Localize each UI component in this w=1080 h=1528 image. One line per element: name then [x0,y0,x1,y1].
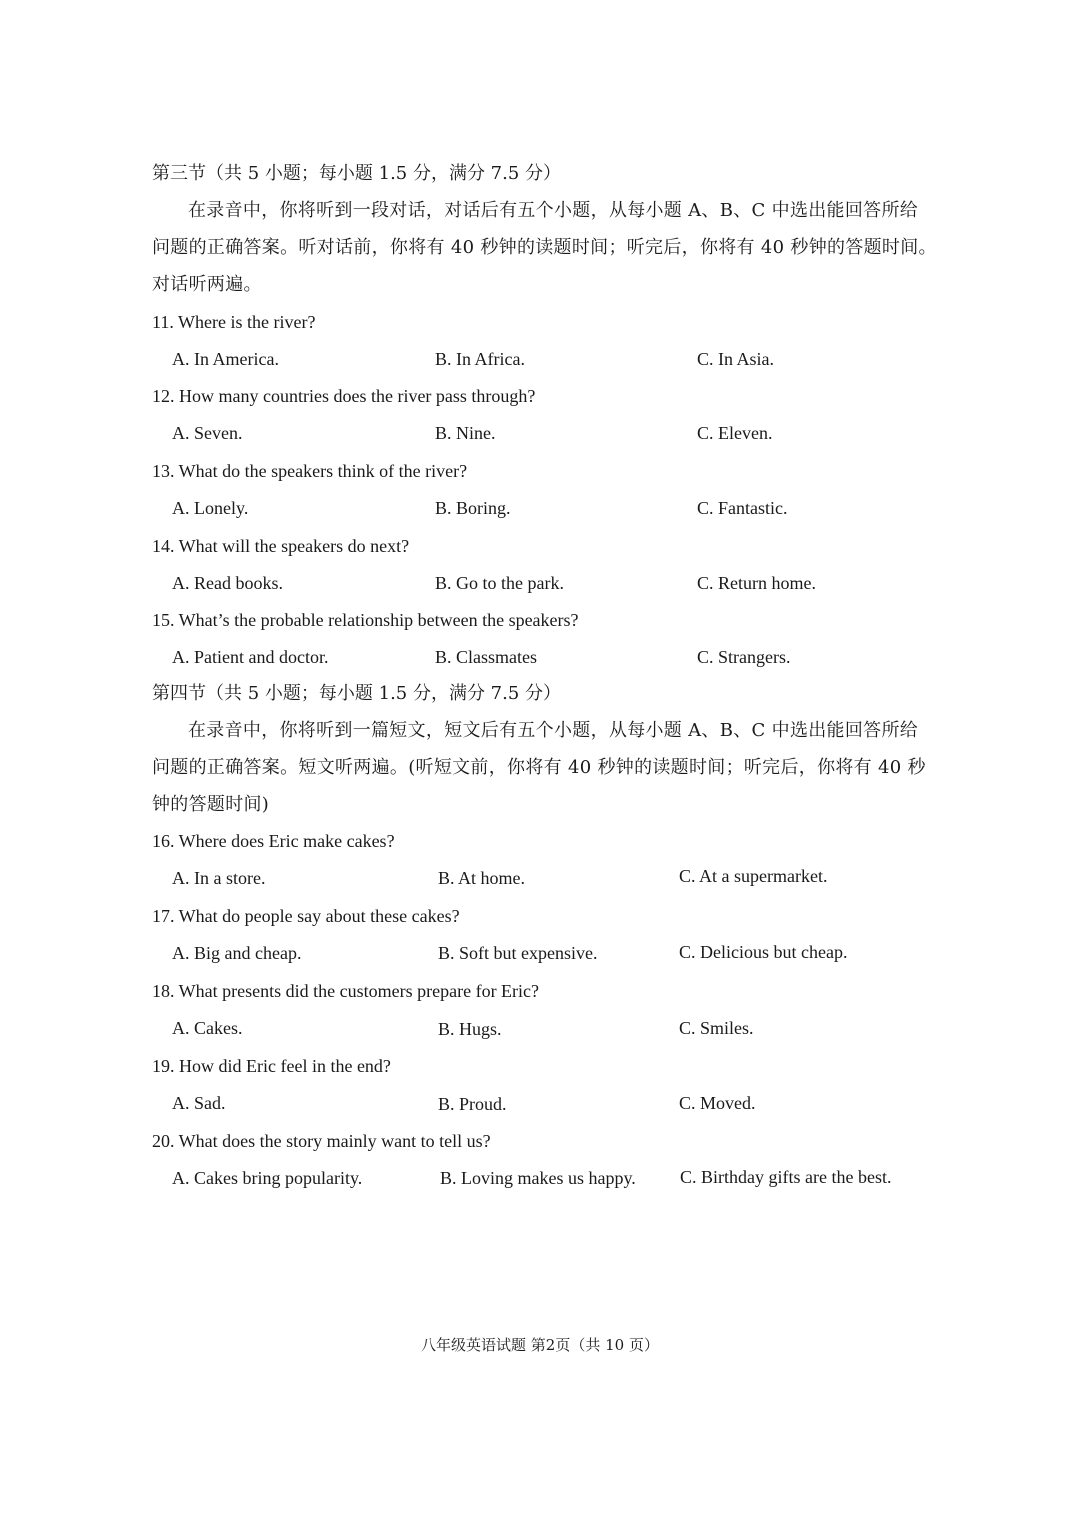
question-12: 12. How many countries does the river pass through? [152,386,536,406]
question-11: 11. Where is the river? [152,312,316,332]
question-16-option-a: A. In a store. [172,868,266,888]
question-17: 17. What do people say about these cakes? [152,906,460,926]
question-11-option-a: A. In America. [172,349,279,369]
question-13: 13. What do the speakers think of the river? [152,461,468,481]
question-19-option-b: B. Proud. [438,1094,507,1114]
question-18: 18. What presents did the customers prepare for Eric? [152,981,540,1001]
question-14-option-c: C. Return home. [697,573,816,593]
question-13-option-b: B. Boring. [435,498,511,518]
page-footer: 八年级英语试题 第2页（共 10 页） [421,1336,659,1354]
question-19-option-c: C. Moved. [679,1093,756,1113]
question-20-option-a: A. Cakes bring popularity. [172,1168,363,1188]
question-20-option-b: B. Loving makes us happy. [440,1168,636,1188]
question-15: 15. What’s the probable relationship between the speakers? [152,610,579,630]
section-4-intro-line-2: 问题的正确答案。短文听两遍。(听短文前，你将有 40 秒钟的读题时间；听完后，你将有 40 秒 [152,757,926,778]
section-3-title: 第三节（共 5 小题；每小题 1.5 分，满分 7.5 分） [152,163,562,184]
question-16-option-b: B. At home. [438,868,526,888]
section-3-intro-line-1: 在录音中，你将听到一段对话，对话后有五个小题，从每小题 A、B、C 中选出能回答所给 [188,200,919,221]
question-16-option-c: C. At a supermarket. [679,866,828,886]
question-17-option-b: B. Soft but expensive. [438,943,598,963]
section-3-intro-line-3: 对话听两遍。 [152,274,262,295]
question-14: 14. What will the speakers do next? [152,536,410,556]
question-13-option-a: A. Lonely. [172,498,249,518]
question-20-option-c: C. Birthday gifts are the best. [680,1167,892,1187]
question-12-option-b: B. Nine. [435,423,496,443]
question-13-option-c: C. Fantastic. [697,498,788,518]
section-3-intro-line-2: 问题的正确答案。听对话前，你将有 40 秒钟的读题时间；听完后，你将有 40 秒钟的答题时间。 [152,237,937,258]
question-18-option-b: B. Hugs. [438,1019,502,1039]
question-19-option-a: A. Sad. [172,1093,226,1113]
question-11-option-b: B. In Africa. [435,349,525,369]
question-15-option-c: C. Strangers. [697,647,791,667]
section-4-title: 第四节（共 5 小题；每小题 1.5 分，满分 7.5 分） [152,683,562,704]
question-17-option-a: A. Big and cheap. [172,943,302,963]
question-15-option-b: B. Classmates [435,647,537,667]
question-20: 20. What does the story mainly want to tell us? [152,1131,491,1151]
section-4-intro-line-1: 在录音中，你将听到一篇短文，短文后有五个小题，从每小题 A、B、C 中选出能回答所给 [188,720,919,741]
question-17-option-c: C. Delicious but cheap. [679,942,848,962]
question-15-option-a: A. Patient and doctor. [172,647,329,667]
question-18-option-c: C. Smiles. [679,1018,754,1038]
question-18-option-a: A. Cakes. [172,1018,243,1038]
question-19: 19. How did Eric feel in the end? [152,1056,391,1076]
question-14-option-b: B. Go to the park. [435,573,564,593]
question-14-option-a: A. Read books. [172,573,283,593]
section-4-intro-line-3: 钟的答题时间) [152,794,270,815]
question-16: 16. Where does Eric make cakes? [152,831,395,851]
question-11-option-c: C. In Asia. [697,349,775,369]
question-12-option-c: C. Eleven. [697,423,773,443]
question-12-option-a: A. Seven. [172,423,243,443]
